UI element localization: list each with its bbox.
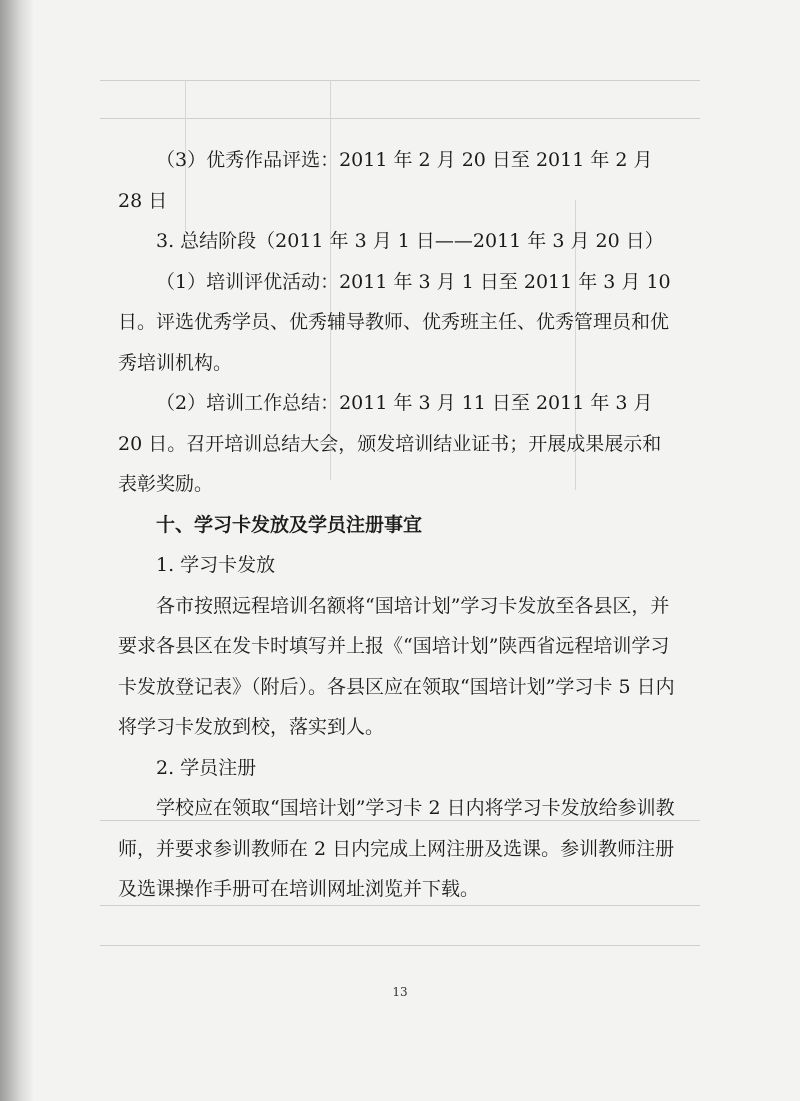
subheading-student-registration: 2. 学员注册: [156, 756, 257, 779]
document-body: [118, 140, 680, 910]
paragraph-student-registration: 学校应在领取“国培计划”学习卡 2 日内将学习卡发放给参训教师，并要求参训教师在 2 日内完成上网注册及选课。参训教师注册及选课操作手册可在培训网址浏览并下载。: [118, 797, 675, 900]
subheading-card-distribution: 1. 学习卡发放: [156, 554, 276, 576]
paragraph-training-summary: （2）培训工作总结：2011 年 3 月 11 日至 2011 年 3 月 20 日。召开培训总结大会，颁发培训结业证书；开展成果展示和表彰奖励。: [118, 392, 662, 495]
section-heading: 十、学习卡发放及学员注册事宜: [156, 513, 423, 536]
bleed-through-line: [100, 945, 700, 946]
page-number: 13: [392, 985, 408, 999]
paragraph-training-evaluation: （1）培训评优活动：2011 年 3 月 1 日至 2011 年 3 月 10 日。评选优秀学员、优秀辅导教师、优秀班主任、优秀管理员和优秀培训机构。: [118, 270, 671, 374]
scan-edge-shadow: [0, 0, 34, 1101]
bleed-through-line: [100, 118, 700, 119]
paragraph-summary-stage: 3. 总结阶段（2011 年 3 月 1 日——2011 年 3 月 20 日）: [156, 230, 664, 252]
paragraph-excellent-works: （3）优秀作品评选：2011 年 2 月 20 日至 2011 年 2 月 28 日: [118, 149, 653, 212]
bleed-through-line: [100, 80, 700, 81]
paragraph-card-distribution: 各市按照远程培训名额将“国培计划”学习卡发放至各县区，并要求各县区在发卡时填写并上报《“国培计划”陕西省远程培训学习卡发放登记表》（附后）。各县区应在领取“国培计划”学习卡 5 日内将学习卡发放到校，落实到人。: [118, 594, 675, 738]
